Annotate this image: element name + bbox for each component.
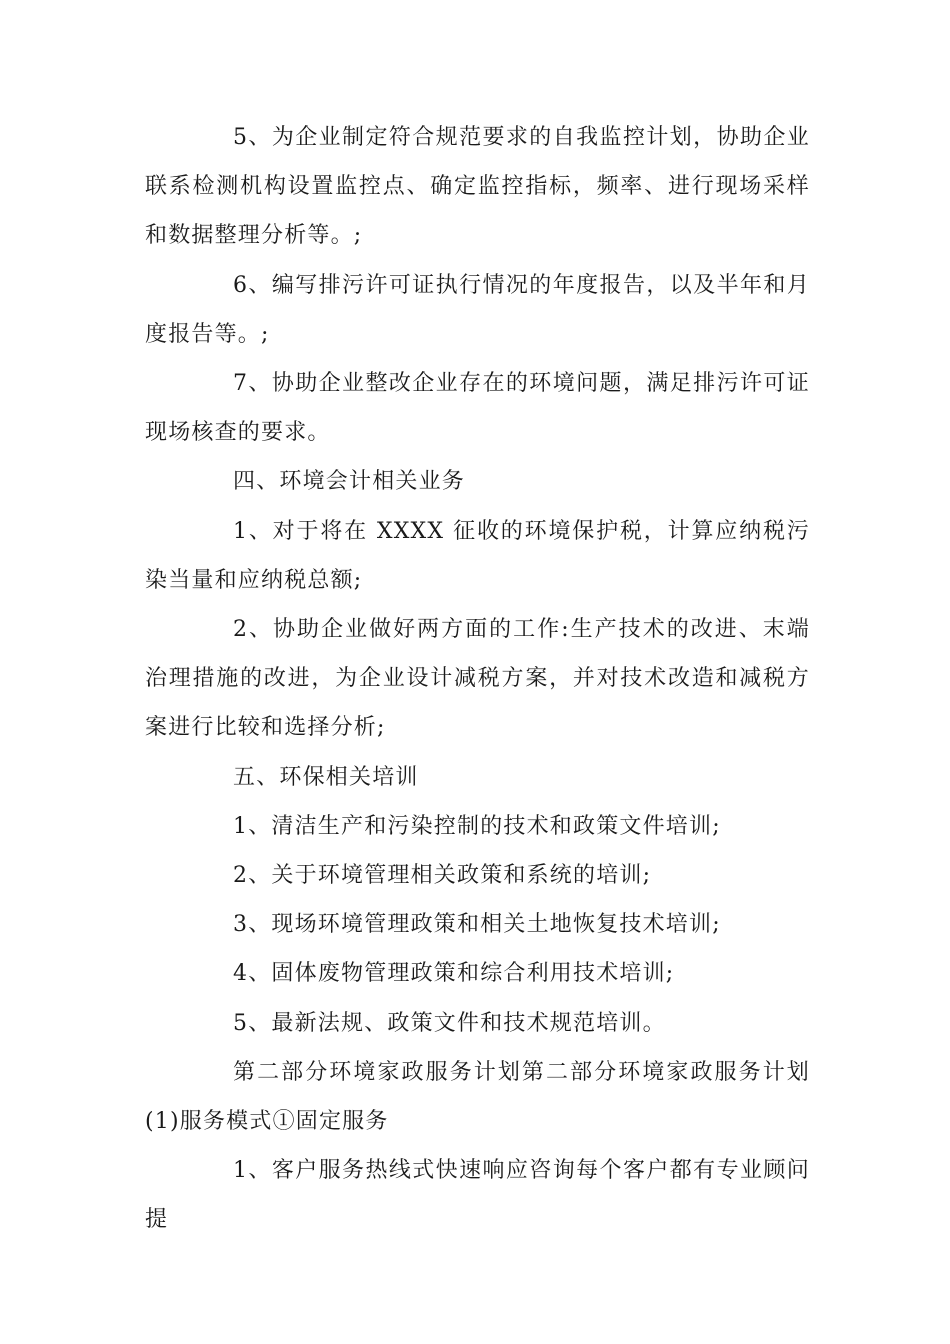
section-heading-environmental-training: 五、环保相关培训: [233, 764, 419, 790]
paragraph-training-2: 2、关于环境管理相关政策和系统的培训;: [233, 863, 652, 889]
paragraph-item-5-monitoring-plan: 5、为企业制定符合规范要求的自我监控计划，协助企业联系检测机构设置监控点、确定监控指标，频率、进行现场采样和数据整理分析等。;: [145, 125, 810, 249]
part-two-heading: 第二部分环境家政服务计划第二部分环境家政服务计划(1)服务模式①固定服务: [145, 1059, 810, 1135]
paragraph-item-7-rectification: 7、协助企业整改企业存在的环境问题，满足排污许可证现场核查的要求。: [145, 371, 810, 446]
paragraph-hotline-service: 1、客户服务热线式快速响应咨询每个客户都有专业顾问提: [145, 1158, 810, 1233]
paragraph-item-2-tax-reduction: 2、协助企业做好两方面的工作:生产技术的改进、末端治理措施的改进，为企业设计减税方案，并对技术改造和减税方案进行比较和选择分析;: [145, 617, 810, 741]
paragraph-training-5: 5、最新法规、政策文件和技术规范培训。: [233, 1010, 666, 1036]
section-heading-environmental-accounting: 四、环境会计相关业务: [233, 469, 466, 495]
paragraph-item-1-environmental-tax: 1、对于将在 XXXX 征收的环境保护税，计算应纳税污染当量和应纳税总额;: [145, 518, 810, 593]
paragraph-training-4: 4、固体废物管理政策和综合利用技术培训;: [233, 961, 675, 987]
paragraph-training-1: 1、清洁生产和污染控制的技术和政策文件培训;: [233, 813, 721, 839]
paragraph-training-3: 3、现场环境管理政策和相关土地恢复技术培训;: [233, 912, 721, 938]
document-body: [145, 113, 810, 1245]
paragraph-item-6-annual-report: 6、编写排污许可证执行情况的年度报告，以及半年和月度报告等。;: [145, 272, 810, 347]
